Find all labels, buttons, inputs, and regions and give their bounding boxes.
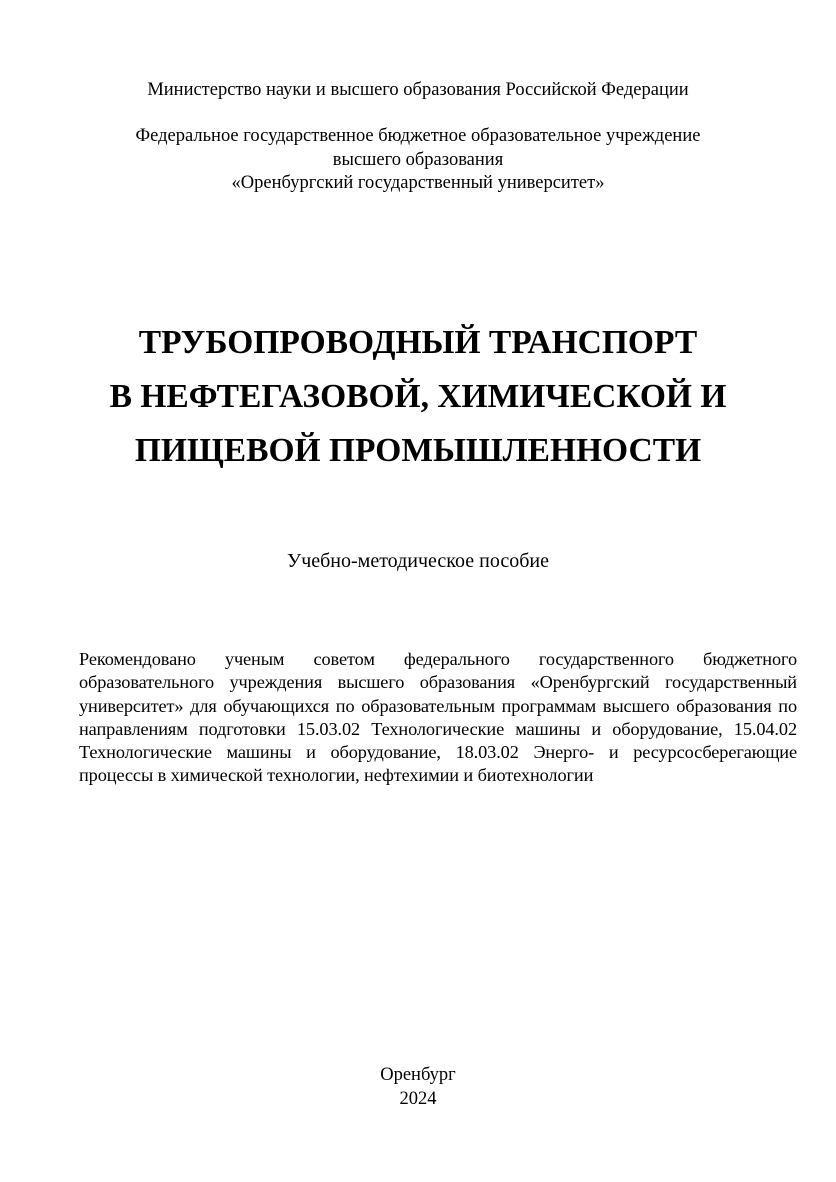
title-line-2: В НЕФТЕГАЗОВОЙ, ХИМИЧЕСКОЙ И [109,378,727,415]
institution-line-2: высшего образования [332,149,504,170]
title-line-3: ПИЩЕВОЙ ПРОМЫШЛЕННОСТИ [134,432,702,469]
publication-year: 2024 [399,1089,437,1109]
institution-name [0,125,836,196]
institution-line-1: Федеральное государственное бюджетное образовательное учреждение [135,126,701,146]
document-type: Учебно-методическое пособие [287,550,549,572]
ministry-name: Министерство науки и высшего образования Российской Федерации [147,80,689,100]
recommendation-text: Рекомендовано ученым советом федерального государственного бюджетного образовательного учреждения высшего образования «Оренбургский государственный университет» для обучающихся по образовательным программам высшего образования по направлениям подготовки 15.03.02 Технологические машины и оборудование, 15.04.02 Технологические машины и оборудование, 18.03.02 Энерго- и ресурсосберегающие процессы в химической технологии, нефтехимии и биотехнологии [79,649,797,786]
document-title [0,316,836,478]
institution-line-3: «Оренбургский государственный университет» [231,173,605,193]
title-line-1: ТРУБОПРОВОДНЫЙ ТРАНСПОРТ [138,324,698,361]
publication-city: Оренбург [380,1065,456,1085]
